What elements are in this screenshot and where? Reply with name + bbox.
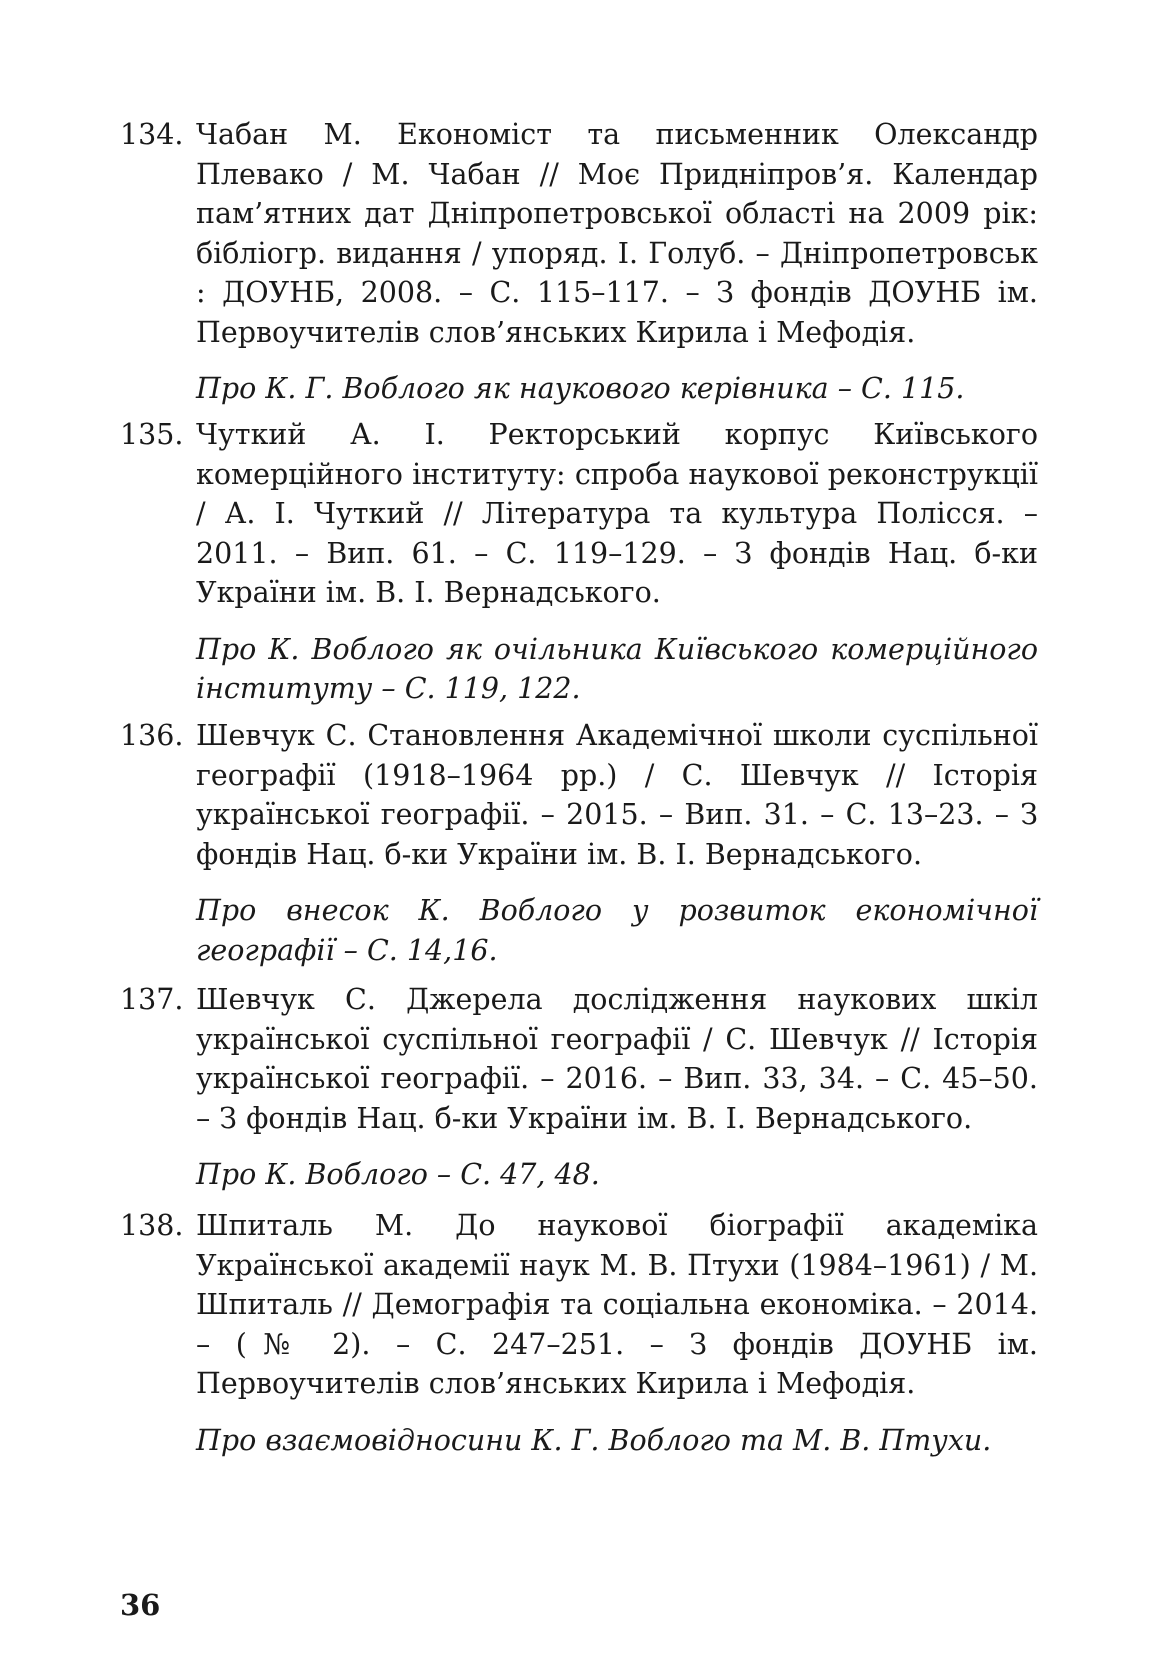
- entry-number: 136.: [120, 719, 184, 752]
- bibliography-entry-138: [120, 1206, 1038, 1460]
- entry-text: Шевчук С. Джерела дослідження наукових шкіл української суспільної географії / С. Шевчук // Історія української географії. – 2016. – Вип. 33, 34. – С. 45–50. – З фондів Нац. б-ки України ім. В. І. Вернадського.: [196, 983, 1038, 1135]
- entry-text: Чабан М. Економіст та письменник Олександр Плевако / М. Чабан // Моє Придніпров’я. Календар пам’ятних дат Дніпропетровської області на 2009 рік: бібліогр. видання / упоряд. І. Голуб. – Дніпропетровськ : ДОУНБ, 2008. – С. 115–117. – З фондів ДОУНБ ім. Первоучителів слов’янських Кирила і Мефодія.: [196, 118, 1038, 349]
- entry-citation: [120, 980, 1038, 1138]
- entry-annotation: Про К. Воблого як очільника Київського комерційного інституту – С. 119, 122.: [196, 632, 1038, 705]
- entry-text: Чуткий А. І. Ректорський корпус Київського комерційного інституту: спроба наукової реконструкції / А. І. Чуткий // Література та культура Полісся. – 2011. – Вип. 61. – С. 119–129. – З фондів Нац. б-ки України ім. В. І. Вернадського.: [196, 418, 1038, 609]
- entry-citation: [120, 716, 1038, 874]
- page-number: 36: [120, 1588, 161, 1622]
- entry-annotation: Про внесок К. Воблого у розвиток економічної географії – С. 14,16.: [196, 894, 1038, 967]
- entry-citation: [120, 1206, 1038, 1404]
- entry-number: 137.: [120, 983, 184, 1016]
- bibliography-entry-137: [120, 980, 1038, 1195]
- entry-number: 134.: [120, 118, 184, 151]
- entry-number: 135.: [120, 418, 184, 451]
- entry-annotation: Про К. Г. Воблого як наукового керівника – С. 115.: [196, 372, 965, 405]
- entry-text: Шевчук С. Становлення Академічної школи суспільної географії (1918–1964 рр.) / С. Шевчук // Історія української географії. – 2015. – Вип. 31. – С. 13–23. – З фондів Нац. б-ки України ім. В. І. Вернадського.: [196, 719, 1038, 871]
- entry-citation: [120, 415, 1038, 613]
- entry-annotation: Про взаємовідносини К. Г. Воблого та М. В. Птухи.: [196, 1423, 992, 1457]
- bibliography-entry-134: [120, 115, 1038, 409]
- entry-citation: [120, 115, 1038, 352]
- entry-text: Шпиталь М. До наукової біографії академіка Української академії наук М. В. Птухи (1984–1961) / М. Шпиталь // Демографія та соціальна економіка. – 2014. – (№ 2). – С. 247–251. – З фондів ДОУНБ ім. Первоучителів слов’янських Кирила і Мефодія.: [196, 1209, 1038, 1400]
- bibliography-entry-135: [120, 415, 1038, 709]
- entry-annotation: Про К. Воблого – С. 47, 48.: [196, 1158, 600, 1191]
- entry-number: 138.: [120, 1209, 184, 1242]
- bibliography-entry-136: [120, 716, 1038, 970]
